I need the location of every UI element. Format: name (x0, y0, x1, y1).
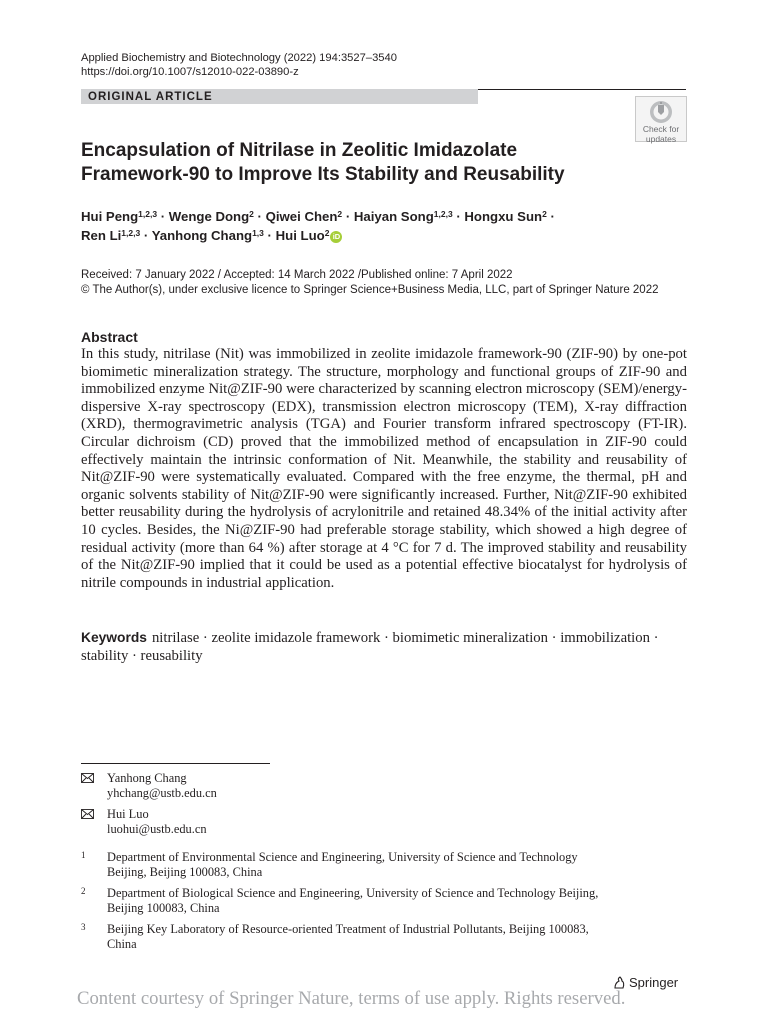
article-title (81, 139, 641, 186)
author-name[interactable]: Haiyan Song (353, 209, 434, 224)
copyright-notice: © The Author(s), under exclusive licence to Springer Science+Business Media, LLC, part of Springer Nature 2022 (81, 284, 659, 296)
affiliation-line: Beijing 100083, China (107, 901, 220, 915)
title-line-2: Framework-90 to Improve Its Stability and Reusability (81, 163, 565, 185)
contact-email[interactable]: luohui@ustb.edu.cn (107, 822, 207, 836)
publication-dates: Received: 7 January 2022 / Accepted: 14 March 2022 /Published online: 7 April 2022 (81, 269, 513, 281)
check-for-updates-badge[interactable] (635, 96, 687, 142)
check-updates-line1: Check for (642, 124, 680, 134)
affiliation-line: China (107, 937, 137, 951)
author-affiliation: 2 (249, 209, 254, 219)
author-name[interactable]: Hui Peng (81, 209, 139, 224)
keywords-label: Keywords (81, 630, 147, 645)
doi-link[interactable]: https://doi.org/10.1007/s12010-022-03890-z (81, 66, 299, 78)
author-affiliation: 2 (324, 228, 330, 238)
keywords-text: nitrilase · zeolite imidazole framework · biomimetic mineralization · immobilization · stability · reusability (81, 630, 659, 664)
author-list: Hui Peng$^{1,2,3}$ · Wenge Dong$^2$ · Qiwei Chen$^2$ · Haiyan Song$^{1,2,3}$ · Hongxu Sun$^2$ · Ren Li$^{1,2,3}$ · Yanhong Chang$^{1,3}$ · Hui Luo$^2$ iD (81, 209, 555, 243)
envelope-icon (81, 773, 94, 783)
courtesy-watermark: Content courtesy of Springer Nature, terms of use apply. Rights reserved. (77, 988, 626, 1009)
affiliation-number: 3 (81, 922, 86, 932)
contact-name: Hui Luo (107, 807, 149, 821)
author-affiliation: 1,3 (252, 228, 264, 238)
journal-citation: Applied Biochemistry and Biotechnology (2022) 194:3527–3540 (81, 52, 397, 64)
author-name[interactable]: Hui Luo (275, 228, 325, 243)
author-affiliation: 1,2,3 (121, 228, 141, 238)
affiliation-number: 1 (81, 850, 86, 860)
author-affiliation: 2 (337, 209, 343, 219)
header-rule (478, 89, 686, 90)
article-type-label: ORIGINAL ARTICLE (88, 91, 213, 103)
contact-name: Yanhong Chang (107, 771, 187, 785)
author-affiliation: 2 (542, 209, 547, 219)
check-updates-icon (649, 100, 673, 124)
affiliation-line: Department of Biological Science and Engineering, University of Science and Technology Beijing, (107, 886, 599, 900)
affiliation-line: Department of Environmental Science and Engineering, University of Science and Technology (107, 850, 578, 864)
abstract-text: In this study, nitrilase (Nit) was immobilized in zeolite imidazole framework-90 (ZIF-90) by one-pot biomimetic mineralization strategy. The structure, morphology and functional groups of ZIF-90 and immobilized enzyme Nit@ZIF-90 were characterized by scanning electron microscopy (SEM)/energy-dispersive X-ray spectroscopy (EDX), transmission electron microscopy (TEM), X-ray diffraction (XRD), thermogravimetric analysis (TGA) and Fourier transform infrared spectroscopy (FT-IR). Circular dichroism (CD) proved that the immobilized method of encapsulation in ZIF-90 could effectively maintain the intrinsic conformation of Nit. Meanwhile, the stability and reusability of Nit@ZIF-90 were systematically evaluated. Compared with the free enzyme, the thermal, pH and organic solvents stability of Nit@ZIF-90 were significantly increased. Further, Nit@ZIF-90 exhibited better reusability during the hydrolysis of acrylonitrile and retained 48.34% of the initial activity after 10 cycles. Besides, the Ni@ZIF-90 had preferable storage stability, which showed a high degree of residual activity (more than 64 %) after storage at 4 °C for 7 d. The improved stability and reusability of the Nit@ZIF-90 implied that it could be used as a potential effective biocatalyst for hydrolysis of nitrile compounds in industrial application. (81, 346, 687, 591)
affiliation-line: Beijing Key Laboratory of Resource-oriented Treatment of Industrial Pollutants, Beijing 100083, (107, 922, 589, 936)
orcid-icon[interactable]: iD (330, 231, 342, 243)
author-affiliation: 1,2,3 (433, 209, 453, 219)
affiliation-line: Beijing, Beijing 100083, China (107, 865, 263, 879)
affiliation-number: 2 (81, 886, 86, 896)
check-updates-line2: updates (645, 133, 677, 144)
footnote-rule (81, 763, 270, 764)
title-line-1: Encapsulation of Nitrilase in Zeolitic Imidazolate (81, 140, 518, 161)
author-name[interactable]: Wenge Dong (168, 209, 250, 224)
envelope-icon (81, 809, 94, 819)
contact-email[interactable]: yhchang@ustb.edu.cn (107, 786, 217, 800)
author-name[interactable]: Hongxu Sun (464, 209, 543, 224)
publisher-name: Springer (629, 975, 679, 990)
author-name[interactable]: Yanhong Chang (151, 228, 253, 243)
author-name[interactable]: Qiwei Chen (265, 209, 338, 224)
abstract-heading: Abstract (81, 329, 138, 345)
author-affiliation: 1,2,3 (138, 209, 158, 219)
author-name[interactable]: Ren Li (81, 228, 122, 243)
keywords (81, 629, 687, 665)
